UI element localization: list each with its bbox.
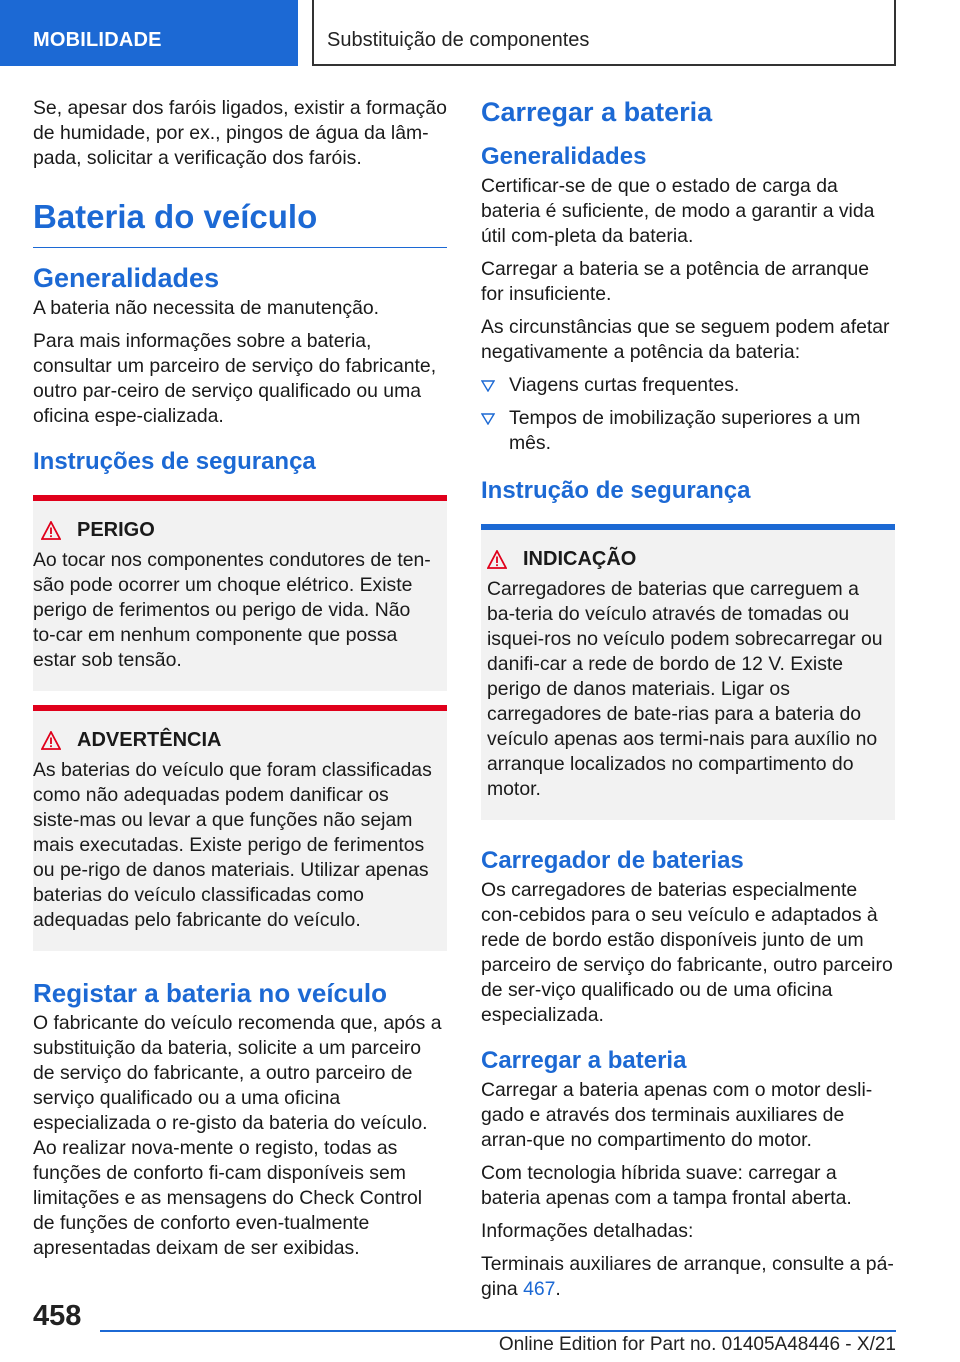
warning-title [33,729,437,752]
bullet-triangle-icon [481,413,495,425]
notice-label: INDICAÇÃO [523,548,637,570]
warning-triangle-icon [487,550,507,569]
danger-text: Ao tocar nos componentes condutores de ten-são pode ocorrer um choque elétrico. Existe perigo de ferimentos ou perigo de vida. Não to-car em nenhum componente que possa estar sob tensão. [33,549,431,671]
danger-label: PERIGO [77,519,155,541]
general-paragraph-1: A bateria não necessita de manutenção. [33,297,380,319]
page-reference-link[interactable]: 467 [523,1278,556,1300]
right-column [481,96,895,1310]
safety-heading-left: Instruções de segurança [33,448,316,475]
list-item [481,406,895,456]
page-header [0,0,960,66]
safety-heading-right: Instrução de segurança [481,477,751,504]
charging-paragraph-4-text: Terminais auxiliares de arranque, consulte a pá-gina [481,1253,894,1300]
register-text: O fabricante do veículo recomenda que, após a substituição da bateria, solicite a um parceiro de serviço do fabricante, a outro parceiro de serviço qualificado ou a uma oficina especializada o re-gisto da bateria do veículo. Ao realizar nova-mente o registo, todas as funções de conforto fi-cam disponíveis sem limitações e as mensagens do Check Control de funções de conforto even-tualmente apresentadas deixam de ser exibidas. [33,1012,442,1259]
charging-heading: Carregar a bateria [481,1047,687,1074]
warning-text: As baterias do veículo que foram classificadas como não adequadas podem danificar os siste-mas ou levar a que funções não sejam mais executadas. Existe perigo de ferimentos ou pe-rigo de danos materiais. Utilizar apenas baterias do veículo classificadas como adequadas pelo fabricante do veículo. [33,759,432,931]
notice-title [481,548,885,571]
danger-title [33,519,437,542]
charging-paragraph-4 [481,1252,895,1302]
conditions-list [481,373,895,456]
footer-edition: Online Edition for Part no. 01405A48446 - X/21 [498,1334,896,1355]
charger-heading: Carregador de baterias [481,847,744,874]
page-title: Bateria do veículo [33,197,447,248]
general-heading-right: Generalidades [481,143,647,170]
list-item [481,373,895,398]
charge-general-paragraph-3: As circunstâncias que se seguem podem afetar negativamente a potência da bateria: [481,316,890,363]
charge-general-paragraph-1: Certificar-se de que o estado de carga da bateria é suficiente, de modo a garantir a vida útil com-pleta da bateria. [481,175,875,247]
charger-text: Os carregadores de baterias especialmente con-cebidos para o seu veículo e adaptados à rede de bordo estão disponíveis junto de um parceiro de serviço do fabricante, outro parceiro de ser-viço qualificado ou de uma oficina especializada. [481,879,893,1026]
general-paragraph-2: Para mais informações sobre a bateria, consultar um parceiro de serviço do fabricante, outro par-ceiro de serviço qualificado ou uma oficina espe-cializada. [33,330,437,427]
warning-triangle-icon [41,521,61,540]
intro-paragraph: Se, apesar dos faróis ligados, existir a formação de humidade, por ex., pingos de água da lâm-pada, solicitar a verificação dos faróis. [33,97,447,169]
warning-triangle-icon [41,731,61,750]
charge-general-paragraph-2: Carregar a bateria se a potência de arranque for insuficiente. [481,258,870,305]
section-tab: MOBILIDADE [0,0,298,66]
notice-text: Carregadores de baterias que carreguem a ba-teria do veículo através de tomadas ou isquei-ros no veículo podem sobrecarregar ou danifi-car a rede de bordo de 12 V. Existe perigo de danos materiais. Ligar os carregadores de bate-rias para a bateria do veículo apenas aos termi-nais para auxílio no arranque localizados no compartimento do motor. [487,578,883,800]
footer-divider [100,1330,896,1332]
notice-box [481,524,895,820]
bullet-triangle-icon [481,380,495,392]
general-heading-left: Generalidades [33,263,220,293]
left-column [33,96,447,1269]
charge-heading: Carregar a bateria [481,97,713,127]
danger-box [33,495,447,691]
register-heading: Registar a bateria no veículo [33,978,388,1008]
charging-paragraph-2: Com tecnologia híbrida suave: carregar a bateria apenas com a tampa frontal aberta. [481,1162,852,1209]
page-number: 458 [33,1300,82,1332]
chapter-tab: Substituição de componentes [312,0,896,66]
warning-label: ADVERTÊNCIA [77,729,222,751]
charging-paragraph-1: Carregar a bateria apenas com o motor desli-gado e através dos terminais auxiliares de arran-que no compartimento do motor. [481,1079,873,1151]
list-item-text: Tempos de imobilização superiores a um mês. [509,407,861,454]
warning-box [33,705,447,951]
charging-paragraph-4-end: . [555,1278,561,1300]
list-item-text: Viagens curtas frequentes. [509,374,740,396]
charging-paragraph-3: Informações detalhadas: [481,1220,694,1242]
